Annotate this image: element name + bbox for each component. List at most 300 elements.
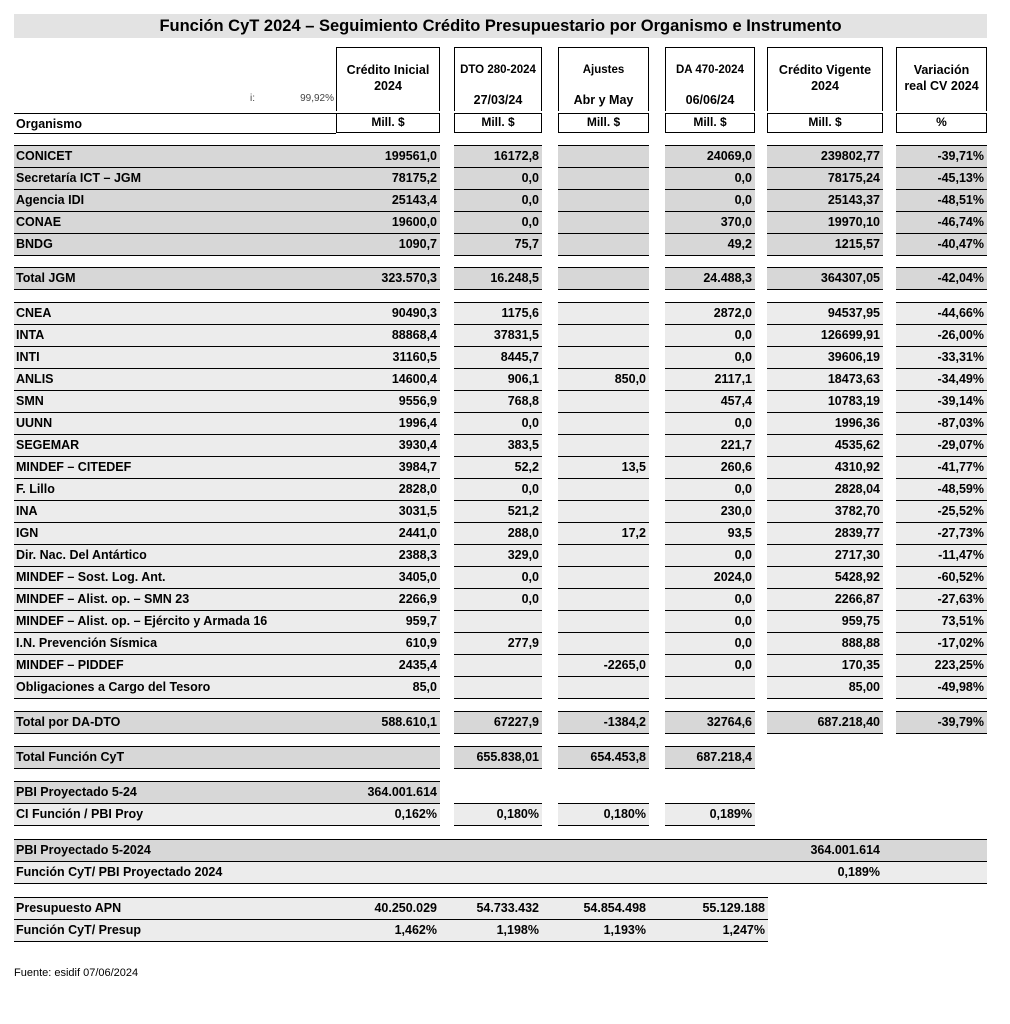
row-label: PBI Proyectado 5-2024 <box>14 840 434 862</box>
cell-dto: 0,0 <box>454 168 542 190</box>
row-divider <box>767 733 883 734</box>
cell-aj: 17,2 <box>558 523 649 545</box>
header-organismo: Organismo <box>14 113 336 134</box>
header-credito-vigente-line1: Crédito Vigente <box>778 63 872 77</box>
block-top <box>558 803 649 804</box>
header-credito-inicial <box>336 47 440 111</box>
cell-value: 0,189% <box>434 862 883 884</box>
row-divider <box>14 255 440 256</box>
cell-aj <box>558 435 649 457</box>
cell-aj: 54.854.498 <box>542 898 649 920</box>
cell-ci: 199561,0 <box>336 146 440 168</box>
cell-ci: 959,7 <box>336 611 440 633</box>
cell-var: -11,47% <box>896 545 987 567</box>
unit-da: Mill. $ <box>665 113 755 133</box>
cell-var: -87,03% <box>896 413 987 435</box>
cell-aj: 1,193% <box>542 920 649 942</box>
cell-da: 24.488,3 <box>665 268 755 290</box>
cell-var: 223,25% <box>896 655 987 677</box>
cell-var: -39,71% <box>896 146 987 168</box>
cell-dto: 906,1 <box>454 369 542 391</box>
header-credito-inicial-line1: Crédito Inicial <box>346 63 430 77</box>
row-divider <box>665 289 755 290</box>
block-top <box>558 145 649 146</box>
cell-da: 2117,1 <box>665 369 755 391</box>
cell-da: 0,0 <box>665 479 755 501</box>
cell-var: 73,51% <box>896 611 987 633</box>
cell-ci: 2441,0 <box>336 523 440 545</box>
row-divider <box>665 698 755 699</box>
cell-var: -48,59% <box>896 479 987 501</box>
cell-ci: 31160,5 <box>336 347 440 369</box>
cell-dto: 1,198% <box>440 920 542 942</box>
row-label: SEGEMAR <box>14 435 336 457</box>
block-top <box>665 302 755 303</box>
block-top <box>14 839 987 840</box>
cell-aj: 13,5 <box>558 457 649 479</box>
cell-aj: 850,0 <box>558 369 649 391</box>
cell-da: 0,0 <box>665 611 755 633</box>
cell-var: -27,63% <box>896 589 987 611</box>
cell-aj: 654.453,8 <box>558 747 649 769</box>
row-label: Total Función CyT <box>14 747 336 769</box>
unit-credito-inicial: Mill. $ <box>336 113 440 133</box>
block-top <box>558 746 649 747</box>
cell-da: 32764,6 <box>665 712 755 734</box>
cell-aj <box>558 391 649 413</box>
row-divider <box>896 698 987 699</box>
block-top <box>14 746 440 747</box>
cell-cv: 959,75 <box>767 611 883 633</box>
block-top <box>14 267 440 268</box>
cell-dto: 75,7 <box>454 234 542 256</box>
row-divider <box>14 941 768 942</box>
row-divider <box>896 733 987 734</box>
cell-ci: 364.001.614 <box>336 782 440 804</box>
row-divider <box>558 825 649 826</box>
cell-var: -44,66% <box>896 303 987 325</box>
cell-cv: 239802,77 <box>767 146 883 168</box>
cell-var: -41,77% <box>896 457 987 479</box>
cell-aj <box>558 268 649 290</box>
cell-da: 221,7 <box>665 435 755 457</box>
header-variacion-line1: Variación <box>913 63 970 77</box>
cell-cv: 18473,63 <box>767 369 883 391</box>
row-divider <box>558 768 649 769</box>
cell-cv: 5428,92 <box>767 567 883 589</box>
row-label: MINDEF – Alist. op. – SMN 23 <box>14 589 336 611</box>
cell-cv: 78175,24 <box>767 168 883 190</box>
row-divider <box>767 289 883 290</box>
header-credito-vigente-line2: 2024 <box>811 79 839 93</box>
block-top <box>454 302 542 303</box>
cell-da: 0,0 <box>665 413 755 435</box>
block-top <box>896 302 987 303</box>
unit-dto: Mill. $ <box>454 113 542 133</box>
block-top <box>896 145 987 146</box>
cell-ci: 3405,0 <box>336 567 440 589</box>
cell-aj <box>558 545 649 567</box>
cell-da: 55.129.188 <box>649 898 768 920</box>
cell-ci: 19600,0 <box>336 212 440 234</box>
cell-cv: 94537,95 <box>767 303 883 325</box>
pct-note-value: 99,92% <box>300 93 334 104</box>
row-label: UUNN <box>14 413 336 435</box>
block-top <box>665 145 755 146</box>
cell-aj <box>558 168 649 190</box>
cell-dto: 329,0 <box>454 545 542 567</box>
cell-dto: 0,0 <box>454 479 542 501</box>
cell-var: -40,47% <box>896 234 987 256</box>
row-label: Función CyT/ Presup <box>14 920 336 942</box>
cell-ci <box>336 747 440 769</box>
cell-cv: 364307,05 <box>767 268 883 290</box>
row-label: Secretaría ICT – JGM <box>14 168 336 190</box>
cell-cv: 2839,77 <box>767 523 883 545</box>
block-top <box>454 746 542 747</box>
row-label: MINDEF – CITEDEF <box>14 457 336 479</box>
pad <box>883 840 987 862</box>
cell-dto: 52,2 <box>454 457 542 479</box>
row-label: I.N. Prevención Sísmica <box>14 633 336 655</box>
cell-da: 457,4 <box>665 391 755 413</box>
cell-cv: 3782,70 <box>767 501 883 523</box>
row-label: ANLIS <box>14 369 336 391</box>
row-label: PBI Proyectado 5-24 <box>14 782 336 804</box>
cell-da: 0,0 <box>665 347 755 369</box>
cell-cv: 25143,37 <box>767 190 883 212</box>
block-top <box>767 267 883 268</box>
cell-var: -46,74% <box>896 212 987 234</box>
cell-value: 364.001.614 <box>434 840 883 862</box>
row-divider <box>665 768 755 769</box>
row-divider <box>454 768 542 769</box>
cell-da: 0,0 <box>665 168 755 190</box>
row-label: Presupuesto APN <box>14 898 336 920</box>
cell-aj <box>558 413 649 435</box>
cell-dto: 0,180% <box>454 804 542 826</box>
cell-var: -33,31% <box>896 347 987 369</box>
cell-cv: 170,35 <box>767 655 883 677</box>
header-dto-bottom: 27/03/24 <box>473 93 523 107</box>
block-top <box>767 302 883 303</box>
cell-dto: 16172,8 <box>454 146 542 168</box>
cell-ci: 1090,7 <box>336 234 440 256</box>
cell-var: -29,07% <box>896 435 987 457</box>
pct-note-label: i: <box>250 93 255 104</box>
cell-dto: 8445,7 <box>454 347 542 369</box>
cell-ci: 3031,5 <box>336 501 440 523</box>
cell-da: 49,2 <box>665 234 755 256</box>
cell-aj <box>558 146 649 168</box>
cell-cv: 2717,30 <box>767 545 883 567</box>
header-variacion <box>896 47 987 111</box>
row-label: Agencia IDI <box>14 190 336 212</box>
cell-dto: 37831,5 <box>454 325 542 347</box>
cell-dto <box>454 677 542 699</box>
cell-dto: 0,0 <box>454 190 542 212</box>
cell-cv: 10783,19 <box>767 391 883 413</box>
row-label: INTI <box>14 347 336 369</box>
cell-ci: 14600,4 <box>336 369 440 391</box>
cell-cv: 1996,36 <box>767 413 883 435</box>
cell-dto <box>454 655 542 677</box>
cell-cv: 4310,92 <box>767 457 883 479</box>
cell-var: -27,73% <box>896 523 987 545</box>
row-divider <box>767 698 883 699</box>
row-divider <box>454 698 542 699</box>
cell-aj: -2265,0 <box>558 655 649 677</box>
cell-dto: 768,8 <box>454 391 542 413</box>
block-top <box>454 803 542 804</box>
row-label: Obligaciones a Cargo del Tesoro <box>14 677 336 699</box>
block-top <box>454 267 542 268</box>
row-divider <box>14 768 440 769</box>
header-variacion-line2: real CV 2024 <box>904 79 979 93</box>
row-divider <box>454 825 542 826</box>
row-divider <box>558 289 649 290</box>
cell-da <box>665 677 755 699</box>
cell-da: 260,6 <box>665 457 755 479</box>
cell-aj <box>558 303 649 325</box>
cell-da: 370,0 <box>665 212 755 234</box>
row-label: BNDG <box>14 234 336 256</box>
header-ajustes-top: Ajustes <box>582 64 625 76</box>
cell-var: -25,52% <box>896 501 987 523</box>
cell-dto: 655.838,01 <box>454 747 542 769</box>
cell-dto: 0,0 <box>454 589 542 611</box>
row-label: CONAE <box>14 212 336 234</box>
cell-var: -49,98% <box>896 677 987 699</box>
row-label: Función CyT/ PBI Proyectado 2024 <box>14 862 434 884</box>
block-top <box>665 746 755 747</box>
row-divider <box>558 255 649 256</box>
cell-ci: 9556,9 <box>336 391 440 413</box>
block-top <box>767 145 883 146</box>
row-divider <box>14 883 987 884</box>
block-top <box>454 711 542 712</box>
row-label: CONICET <box>14 146 336 168</box>
cell-ci: 588.610,1 <box>336 712 440 734</box>
cell-da: 0,0 <box>665 190 755 212</box>
cell-da: 24069,0 <box>665 146 755 168</box>
cell-ci: 78175,2 <box>336 168 440 190</box>
cell-ci: 3930,4 <box>336 435 440 457</box>
cell-var: -60,52% <box>896 567 987 589</box>
cell-ci: 610,9 <box>336 633 440 655</box>
cell-var: -39,14% <box>896 391 987 413</box>
cell-da: 2872,0 <box>665 303 755 325</box>
cell-cv: 19970,10 <box>767 212 883 234</box>
cell-ci: 2388,3 <box>336 545 440 567</box>
unit-variacion: % <box>896 113 987 133</box>
row-divider <box>767 255 883 256</box>
cell-cv: 687.218,40 <box>767 712 883 734</box>
row-divider <box>454 255 542 256</box>
cell-da: 230,0 <box>665 501 755 523</box>
cell-dto: 67227,9 <box>454 712 542 734</box>
row-divider <box>896 289 987 290</box>
cell-da: 0,0 <box>665 633 755 655</box>
cell-aj: 0,180% <box>558 804 649 826</box>
cell-aj <box>558 677 649 699</box>
row-label: F. Lillo <box>14 479 336 501</box>
row-label: SMN <box>14 391 336 413</box>
cell-da: 0,0 <box>665 655 755 677</box>
cell-da: 0,0 <box>665 589 755 611</box>
unit-credito-vigente: Mill. $ <box>767 113 883 133</box>
cell-da: 2024,0 <box>665 567 755 589</box>
header-dto <box>454 47 542 111</box>
block-top <box>896 711 987 712</box>
cell-ci: 25143,4 <box>336 190 440 212</box>
pct-note <box>250 93 336 107</box>
header-da-top: DA 470-2024 <box>676 64 744 76</box>
row-divider <box>896 255 987 256</box>
cell-dto: 0,0 <box>454 567 542 589</box>
cell-dto: 288,0 <box>454 523 542 545</box>
row-label: MINDEF – Sost. Log. Ant. <box>14 567 336 589</box>
block-top <box>558 711 649 712</box>
cell-ci: 0,162% <box>336 804 440 826</box>
cell-da: 687.218,4 <box>665 747 755 769</box>
cell-dto: 521,2 <box>454 501 542 523</box>
row-label: Total por DA-DTO <box>14 712 336 734</box>
row-label: MINDEF – Alist. op. – Ejército y Armada 16 <box>14 611 336 633</box>
pad <box>883 862 987 884</box>
cell-da: 0,189% <box>665 804 755 826</box>
block-top <box>14 803 440 804</box>
cell-var: -42,04% <box>896 268 987 290</box>
row-divider <box>454 289 542 290</box>
cell-dto: 54.733.432 <box>440 898 542 920</box>
block-top <box>665 711 755 712</box>
cell-ci: 40.250.029 <box>336 898 440 920</box>
cell-aj <box>558 325 649 347</box>
cell-dto: 0,0 <box>454 413 542 435</box>
cell-aj <box>558 501 649 523</box>
header-credito-vigente <box>767 47 883 111</box>
cell-cv: 888,88 <box>767 633 883 655</box>
row-label: Dir. Nac. Del Antártico <box>14 545 336 567</box>
cell-var: -34,49% <box>896 369 987 391</box>
cell-aj <box>558 212 649 234</box>
cell-var: -26,00% <box>896 325 987 347</box>
block-top <box>767 711 883 712</box>
cell-aj <box>558 234 649 256</box>
row-divider <box>665 733 755 734</box>
cell-cv: 39606,19 <box>767 347 883 369</box>
block-top <box>14 145 440 146</box>
header-ajustes <box>558 47 649 111</box>
cell-cv: 2266,87 <box>767 589 883 611</box>
cell-ci: 88868,4 <box>336 325 440 347</box>
row-label: INA <box>14 501 336 523</box>
cell-ci: 323.570,3 <box>336 268 440 290</box>
row-divider <box>558 698 649 699</box>
row-divider <box>14 698 440 699</box>
row-divider <box>14 825 440 826</box>
row-divider <box>665 825 755 826</box>
block-top <box>665 267 755 268</box>
row-label: CNEA <box>14 303 336 325</box>
page-title: Función CyT 2024 – Seguimiento Crédito Presupuestario por Organismo e Instrumento <box>14 14 987 38</box>
cell-da: 93,5 <box>665 523 755 545</box>
row-divider <box>665 255 755 256</box>
cell-aj <box>558 479 649 501</box>
header-da <box>665 47 755 111</box>
cell-da: 0,0 <box>665 545 755 567</box>
block-top <box>665 803 755 804</box>
cell-cv: 2828,04 <box>767 479 883 501</box>
cell-aj <box>558 611 649 633</box>
cell-dto: 1175,6 <box>454 303 542 325</box>
cell-ci: 1,462% <box>336 920 440 942</box>
cell-cv: 126699,91 <box>767 325 883 347</box>
row-label: INTA <box>14 325 336 347</box>
cell-aj <box>558 633 649 655</box>
cell-aj <box>558 190 649 212</box>
cell-ci: 85,0 <box>336 677 440 699</box>
unit-ajustes: Mill. $ <box>558 113 649 133</box>
block-top <box>14 302 440 303</box>
block-top <box>14 711 440 712</box>
cell-da: 1,247% <box>649 920 768 942</box>
block-top <box>558 302 649 303</box>
source-footer: Fuente: esidif 07/06/2024 <box>14 967 139 979</box>
header-credito-inicial-line2: 2024 <box>374 79 402 93</box>
header-dto-top: DTO 280-2024 <box>460 64 536 76</box>
cell-cv: 85,00 <box>767 677 883 699</box>
block-top <box>14 781 440 782</box>
cell-var: -48,51% <box>896 190 987 212</box>
cell-aj <box>558 347 649 369</box>
cell-var: -17,02% <box>896 633 987 655</box>
header-ajustes-bottom: Abr y May <box>573 93 634 107</box>
cell-aj: -1384,2 <box>558 712 649 734</box>
cell-dto: 383,5 <box>454 435 542 457</box>
cell-ci: 90490,3 <box>336 303 440 325</box>
cell-dto: 277,9 <box>454 633 542 655</box>
row-label: CI Función / PBI Proy <box>14 804 336 826</box>
cell-aj <box>558 567 649 589</box>
cell-var: -45,13% <box>896 168 987 190</box>
cell-ci: 2266,9 <box>336 589 440 611</box>
header-da-bottom: 06/06/24 <box>685 93 735 107</box>
cell-ci: 2828,0 <box>336 479 440 501</box>
row-divider <box>558 733 649 734</box>
cell-ci: 1996,4 <box>336 413 440 435</box>
cell-dto <box>454 611 542 633</box>
cell-var: -39,79% <box>896 712 987 734</box>
row-divider <box>14 289 440 290</box>
cell-ci: 2435,4 <box>336 655 440 677</box>
row-divider <box>454 733 542 734</box>
cell-cv: 4535,62 <box>767 435 883 457</box>
cell-ci: 3984,7 <box>336 457 440 479</box>
cell-cv: 1215,57 <box>767 234 883 256</box>
block-top <box>454 145 542 146</box>
cell-dto: 16.248,5 <box>454 268 542 290</box>
block-top <box>896 267 987 268</box>
row-label: IGN <box>14 523 336 545</box>
cell-aj <box>558 589 649 611</box>
row-divider <box>14 733 440 734</box>
row-label: Total JGM <box>14 268 336 290</box>
block-top <box>558 267 649 268</box>
row-label: MINDEF – PIDDEF <box>14 655 336 677</box>
cell-da: 0,0 <box>665 325 755 347</box>
